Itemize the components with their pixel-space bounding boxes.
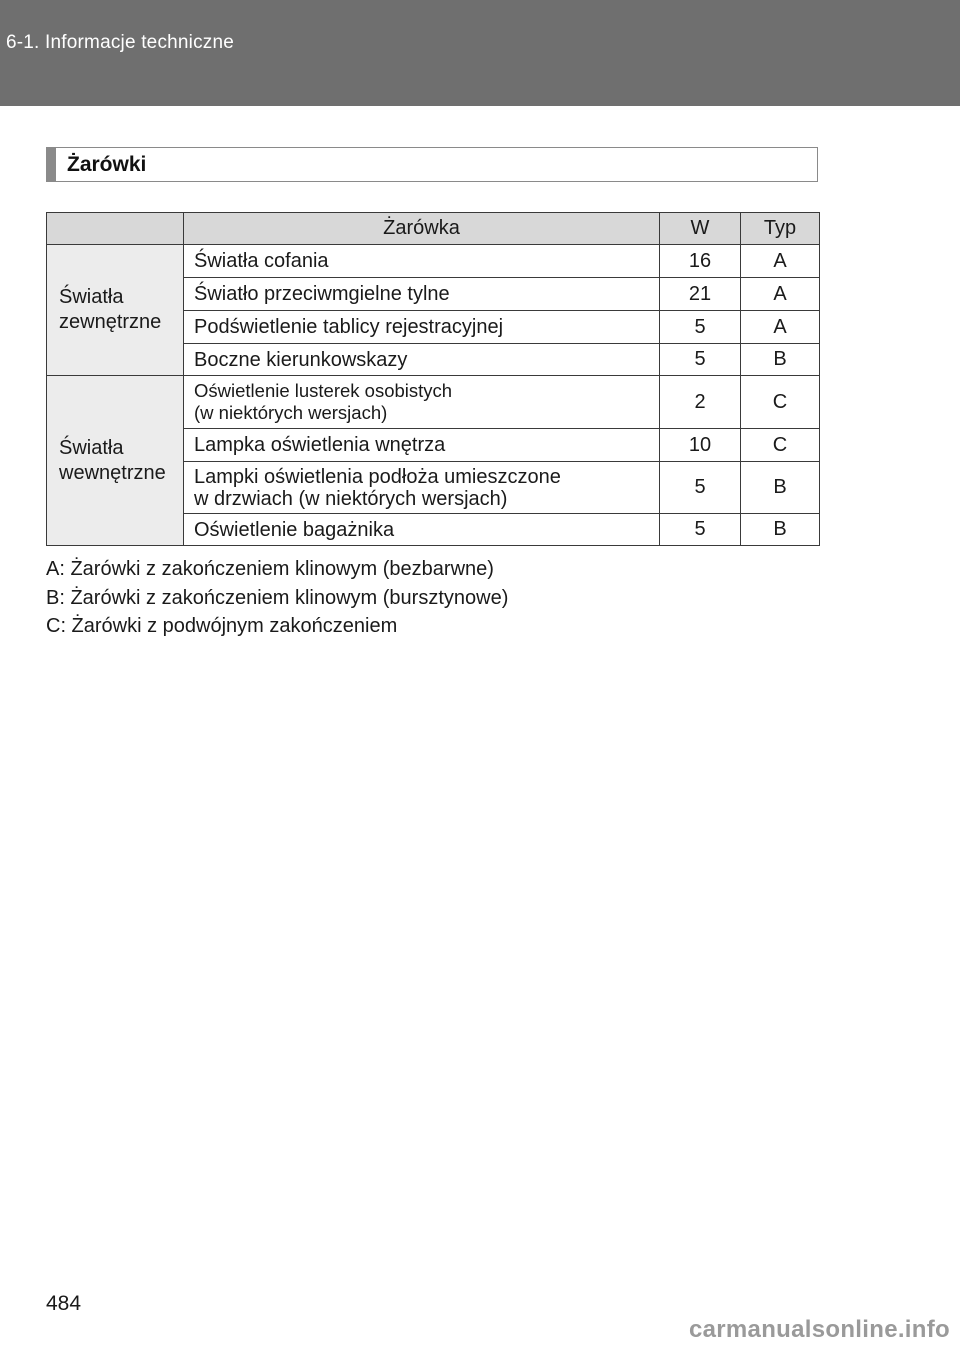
heading-accent-bar	[47, 148, 56, 181]
bulb-watt: 5	[660, 514, 741, 546]
bulb-type: B	[741, 344, 820, 376]
header-cell-watt: W	[660, 213, 741, 245]
bulb-type: B	[741, 514, 820, 546]
bulbs-table	[46, 212, 820, 546]
legend-note: A: Żarówki z zakończeniem klinowym (bezbarwne)	[46, 558, 494, 580]
category-interior	[47, 376, 184, 546]
bulb-watt: 5	[660, 311, 741, 344]
category-label: zewnętrzne	[59, 311, 162, 333]
section-heading: Żarówki	[67, 153, 147, 176]
bulb-name: Lampka oświetlenia wnętrza	[184, 429, 660, 462]
bulb-type: A	[741, 311, 820, 344]
section-heading-box	[46, 147, 818, 182]
bulb-type: A	[741, 245, 820, 278]
header-cell-category	[47, 213, 184, 245]
bulb-type: A	[741, 278, 820, 311]
bulb-watt: 5	[660, 344, 741, 376]
header-cell-bulb: Żarówka	[184, 213, 660, 245]
legend-note: B: Żarówki z zakończeniem klinowym (bursztynowe)	[46, 586, 509, 609]
category-label: Światła	[59, 436, 124, 459]
section-title: 6-1. Informacje techniczne	[6, 32, 235, 53]
bulb-name-line: Lampki oświetlenia podłoża umieszczone	[194, 465, 561, 488]
bulb-name-line: w drzwiach (w niektórych wersjach)	[194, 487, 508, 510]
category-label: Światła	[59, 286, 124, 308]
legend-note: C: Żarówki z podwójnym zakończeniem	[46, 615, 398, 637]
table-row	[47, 245, 820, 278]
bulb-watt: 2	[660, 376, 741, 429]
table-header-row	[47, 213, 820, 245]
bulb-name: Oświetlenie bagażnika	[184, 514, 660, 546]
bulb-watt: 10	[660, 429, 741, 462]
page-number: 484	[46, 1292, 82, 1315]
header-cell-type: Typ	[741, 213, 820, 245]
bulb-name: Boczne kierunkowskazy	[184, 344, 660, 376]
category-label: wewnętrzne	[59, 461, 166, 484]
bulb-name-line: Oświetlenie lusterek osobistych	[194, 380, 453, 401]
table-row	[47, 376, 820, 429]
bulb-watt: 16	[660, 245, 741, 278]
bulb-name: Podświetlenie tablicy rejestracyjnej	[184, 311, 660, 344]
bulb-type: C	[741, 429, 820, 462]
bulb-watt: 5	[660, 462, 741, 514]
watermark: carmanualsonline.info	[688, 1316, 950, 1343]
bulb-name	[184, 462, 660, 514]
bulb-name	[184, 376, 660, 429]
header-band	[0, 0, 960, 106]
bulb-name: Światła cofania	[184, 245, 660, 278]
bulb-watt: 21	[660, 278, 741, 311]
bulb-type: B	[741, 462, 820, 514]
category-exterior	[47, 245, 184, 376]
bulb-type: C	[741, 376, 820, 429]
bulb-name-line: (w niektórych wersjach)	[194, 402, 388, 423]
bulb-name: Światło przeciwmgielne tylne	[184, 278, 660, 311]
type-legend	[46, 555, 508, 641]
